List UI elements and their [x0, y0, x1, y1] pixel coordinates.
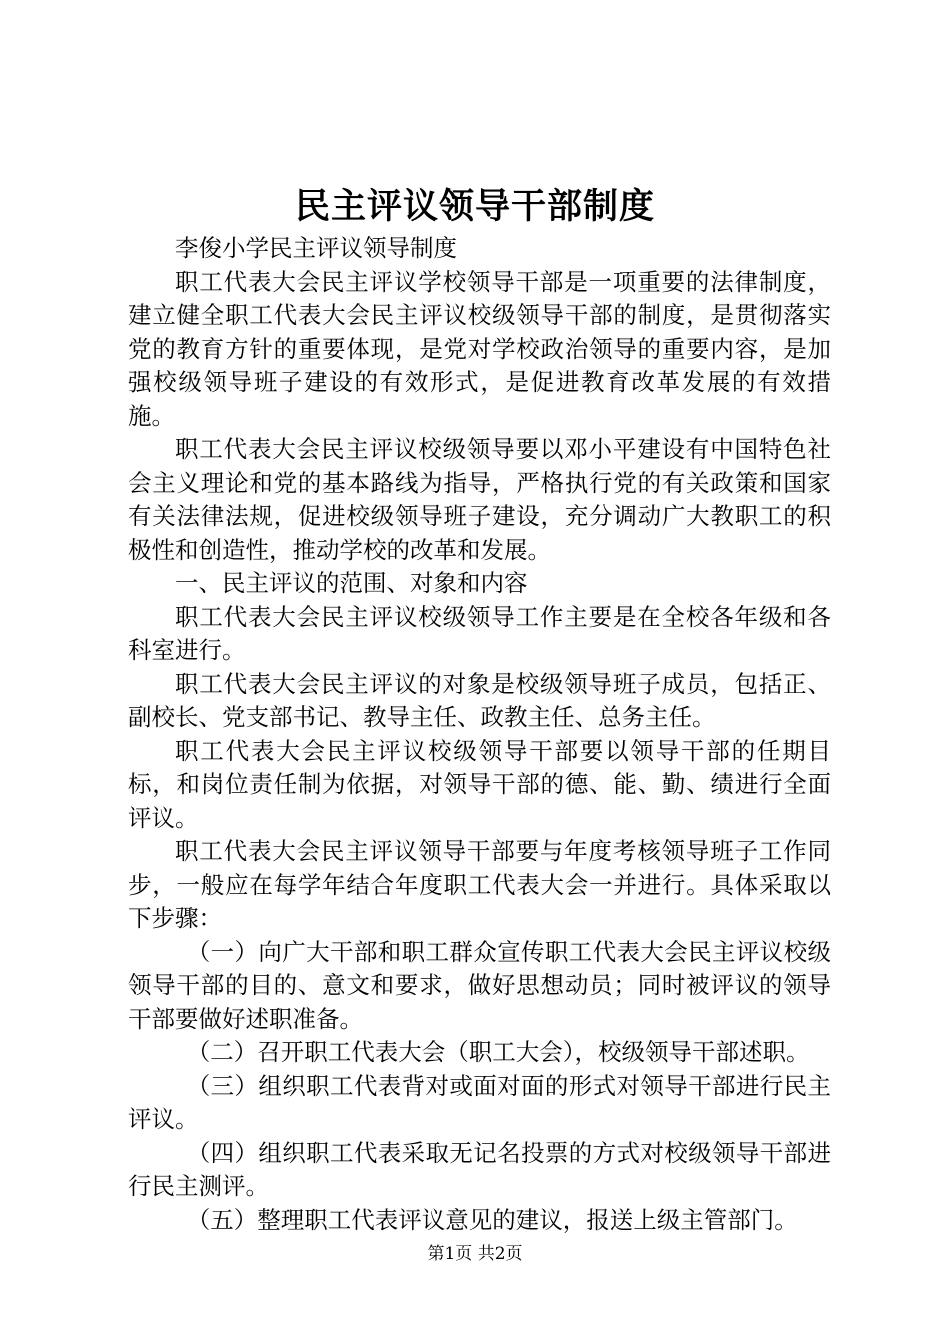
step-3: （三）组织职工代表背对或面对面的形式对领导干部进行民主评议。 [128, 1071, 831, 1133]
document-title: 民主评议领导干部制度 [294, 186, 655, 227]
step-5: （五）整理职工代表评议意见的建议，报送上级主管部门。 [186, 1205, 798, 1234]
paragraph-procedure: 职工代表大会民主评议领导干部要与年度考核领导班子工作同步，一般应在每学年结合年度职工代表大会一并进行。具体采取以下步骤： [128, 837, 831, 932]
document-body [128, 232, 831, 1237]
step-2: （二）召开职工代表大会（职工大会），校级领导干部述职。 [186, 1038, 810, 1066]
section-heading-scope: 一、民主评议的范围、对象和内容 [175, 569, 528, 597]
paragraph-subtitle: 李俊小学民主评议领导制度 [175, 234, 457, 262]
paragraph-intro: 职工代表大会民主评议学校领导干部是一项重要的法律制度，建立健全职工代表大会民主评议校级领导干部的制度，是贯彻落实党的教育方针的重要体现，是党对学校政治领导的重要内容，是加强校级领导班子建设的有效形式，是促进教育改革发展的有效措施。 [128, 267, 831, 430]
paragraph-targets: 职工代表大会民主评议的对象是校级领导班子成员，包括正、副校长、党支部书记、教导主任、政教主任、总务主任。 [128, 669, 831, 731]
paragraph-scope: 职工代表大会民主评议校级领导工作主要是在全校各年级和各科室进行。 [128, 602, 831, 664]
paragraph-guideline: 职工代表大会民主评议校级领导要以邓小平建设有中国特色社会主义理论和党的基本路线为指导，严格执行党的有关政策和国家有关法律法规，促进校级领导班子建设，充分调动广大教职工的积极性和创造性，推动学校的改革和发展。 [128, 435, 831, 564]
page-number-footer: 第1页 共2页 [427, 1244, 523, 1264]
paragraph-content: 职工代表大会民主评议校级领导干部要以领导干部的任期目标，和岗位责任制为依据，对领导干部的德、能、勤、绩进行全面评议。 [128, 736, 831, 832]
step-4: （四）组织职工代表采取无记名投票的方式对校级领导干部进行民主测评。 [128, 1138, 831, 1200]
step-1: （一）向广大干部和职工群众宣传职工代表大会民主评议校级领导干部的目的、意文和要求，做好思想动员；同时被评议的领导干部要做好述职准备。 [128, 937, 831, 1033]
